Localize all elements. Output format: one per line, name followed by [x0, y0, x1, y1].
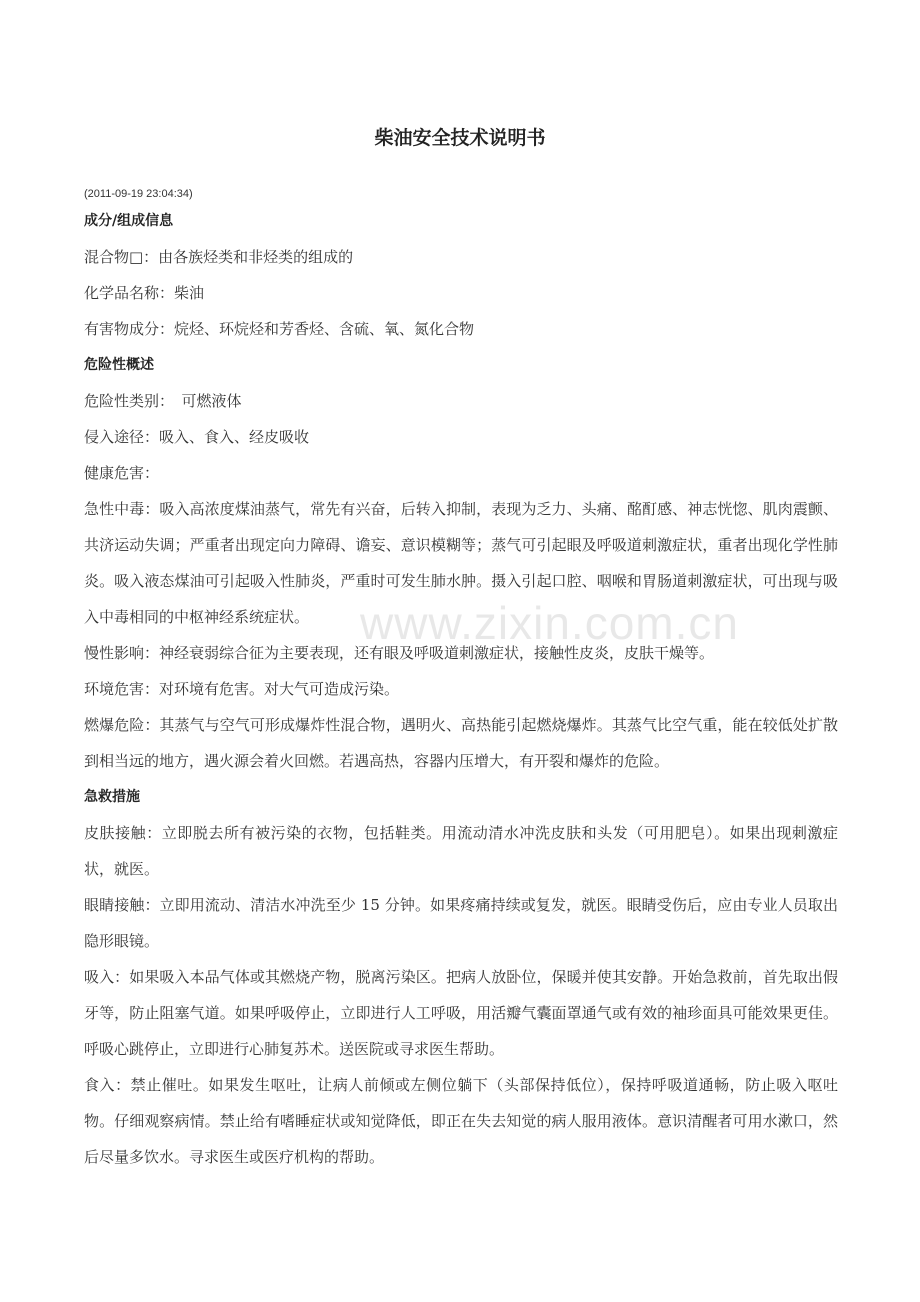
paragraph: 急性中毒：吸入高浓度煤油蒸气，常先有兴奋，后转入抑制，表现为乏力、头痛、酩酊感、神志恍惚、肌肉震颤、共济运动失调；严重者出现定向力障碍、谵妄、意识模糊等；蒸气可引起眼及呼吸道刺激症状，重者出现化学性肺炎。吸入液态煤油可引起吸入性肺炎，严重时可发生肺水肿。摄入引起口腔、咽喉和胃肠道刺激症状，可出现与吸入中毒相同的中枢神经系统症状。 — [84, 500, 838, 626]
watermark-logo: www.zixin.com.cn — [360, 597, 739, 649]
paragraph: 化学品名称：柴油 — [84, 284, 205, 302]
paragraph: 有害物成分：烷烃、环烷烃和芳香烃、含硫、氧、氮化合物 — [84, 320, 475, 338]
section-composition — [84, 210, 838, 340]
paragraph: 侵入途径：吸入、食入、经皮吸收 — [84, 428, 310, 446]
paragraph: 环境危害：对环境有危害。对大气可造成污染。 — [84, 680, 400, 698]
document-title: 柴油安全技术说明书 — [374, 127, 546, 149]
paragraph: 健康危害： — [84, 464, 160, 482]
section-first-aid — [84, 786, 838, 1175]
section-hazards — [84, 354, 838, 779]
paragraph: 眼睛接触：立即用流动、清洁水冲洗至少 15 分钟。如果疼痛持续或复发，就医。眼睛受伤后，应由专业人员取出隐形眼镜。 — [84, 896, 838, 950]
paragraph: 慢性影响：神经衰弱综合征为主要表现，还有眼及呼吸道刺激症状，接触性皮炎，皮肤干燥等。 — [84, 644, 715, 662]
section-heading: 成分/组成信息 — [84, 213, 174, 229]
paragraph: 皮肤接触：立即脱去所有被污染的衣物，包括鞋类。用流动清水冲洗皮肤和头发（可用肥皂）。如果出现刺激症状，就医。 — [84, 824, 838, 878]
publish-timestamp: (2011-09-19 23:04:34) — [84, 188, 193, 200]
section-heading: 急救措施 — [84, 789, 140, 805]
paragraph: 吸入：如果吸入本品气体或其燃烧产物，脱离污染区。把病人放卧位，保暖并使其安静。开始急救前，首先取出假牙等，防止阻塞气道。如果呼吸停止，立即进行人工呼吸，用活瓣气囊面罩通气或有效的袖珍面具可能效果更佳。呼吸心跳停止，立即进行心肺复苏术。送医院或寻求医生帮助。 — [84, 968, 838, 1058]
paragraph: 危险性类别： 可燃液体 — [84, 392, 242, 410]
document-body — [84, 210, 838, 1182]
paragraph: 燃爆危险：其蒸气与空气可形成爆炸性混合物，遇明火、高热能引起燃烧爆炸。其蒸气比空气重，能在较低处扩散到相当远的地方，遇火源会着火回燃。若遇高热，容器内压增大，有开裂和爆炸的危险。 — [84, 716, 838, 770]
section-heading: 危险性概述 — [84, 357, 154, 373]
paragraph: 混合物□：由各族烃类和非烃类的组成的 — [84, 248, 354, 266]
paragraph: 食入：禁止催吐。如果发生呕吐，让病人前倾或左侧位躺下（头部保持低位），保持呼吸道通畅，防止吸入呕吐物。仔细观察病情。禁止给有嗜睡症状或知觉降低，即正在失去知觉的病人服用液体。意识清醒者可用水漱口，然后尽量多饮水。寻求医生或医疗机构的帮助。 — [84, 1076, 838, 1166]
